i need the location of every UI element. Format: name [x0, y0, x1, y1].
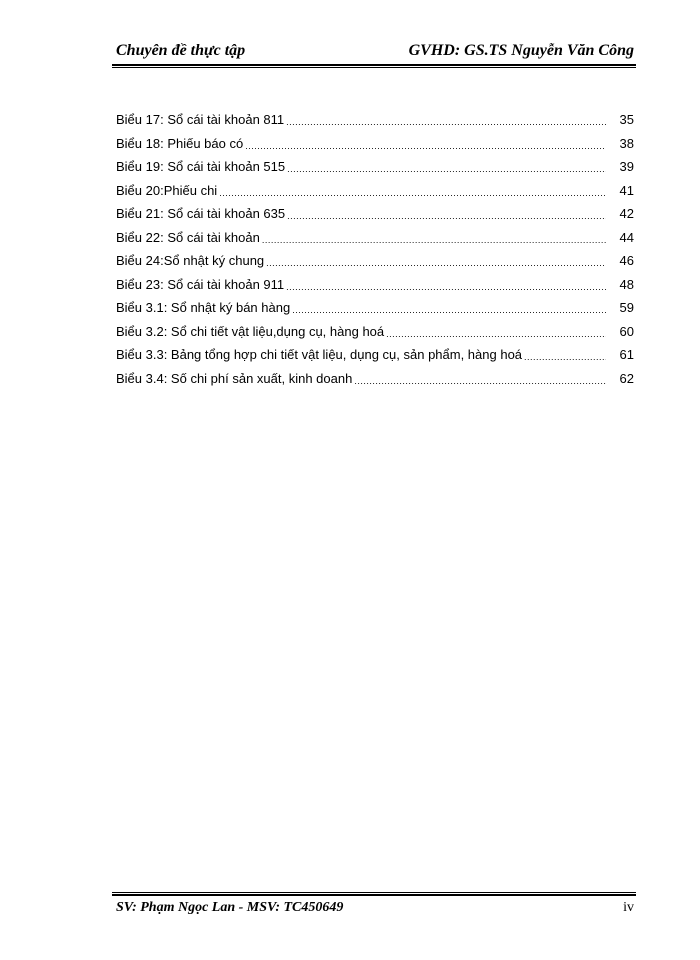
toc-entry-page: 59 — [619, 300, 634, 315]
toc-entry[interactable] — [116, 112, 634, 136]
toc-leader-dots — [354, 372, 606, 386]
toc-entry[interactable] — [116, 230, 634, 254]
toc-entry[interactable] — [116, 324, 634, 348]
toc-entry-page: 60 — [619, 323, 634, 339]
toc-entry[interactable] — [116, 300, 634, 324]
toc-leader-dots — [286, 278, 606, 292]
toc-entry[interactable] — [116, 136, 634, 160]
toc-leader-dots — [386, 325, 606, 339]
table-of-contents — [116, 112, 634, 394]
toc-leader-dots — [219, 184, 606, 198]
toc-entry-page: 46 — [619, 253, 634, 268]
toc-entry-page: 62 — [619, 370, 634, 386]
page-number: iv — [623, 900, 634, 915]
toc-entry-label: Biểu 23: Sổ cái tài khoản 911 — [116, 276, 285, 292]
toc-entry[interactable] — [116, 183, 634, 207]
toc-entry-page: 39 — [619, 159, 634, 174]
toc-entry[interactable] — [116, 253, 634, 277]
toc-entry-label: Biểu 19: Sổ cái tài khoản 515 — [116, 159, 286, 174]
toc-leader-dots — [287, 207, 606, 221]
toc-entry[interactable] — [116, 371, 634, 395]
toc-entry[interactable] — [116, 277, 634, 301]
footer-divider — [112, 892, 636, 896]
toc-entry[interactable] — [116, 159, 634, 183]
toc-entry-label: Biểu 20:Phiếu chi — [116, 182, 218, 198]
page-footer — [112, 898, 636, 920]
toc-entry-label: Biểu 18: Phiếu báo có — [116, 135, 244, 151]
header-advisor: GVHD: GS.TS Nguyễn Văn Công — [408, 42, 634, 59]
header-title: Chuyên đề thực tập — [116, 42, 246, 59]
toc-entry-page: 48 — [619, 276, 634, 292]
toc-entry-label: Biểu 24:Sổ nhật ký chung — [116, 253, 265, 268]
footer-student-info: SV: Phạm Ngọc Lan - MSV: TC450649 — [116, 900, 344, 915]
toc-entry-page: 61 — [619, 347, 634, 362]
toc-entry-label: Biểu 17: Sổ cái tài khoản 811 — [116, 112, 285, 127]
toc-entry-page: 41 — [619, 182, 634, 198]
toc-entry-page: 38 — [619, 135, 634, 151]
toc-entry-label: Biểu 21: Sổ cái tài khoản 635 — [116, 206, 286, 221]
toc-entry-page: 35 — [619, 112, 634, 127]
header-divider — [112, 64, 636, 68]
toc-entry-page: 44 — [619, 229, 634, 245]
toc-leader-dots — [286, 113, 606, 127]
toc-entry[interactable] — [116, 347, 634, 371]
toc-entry[interactable] — [116, 206, 634, 230]
page-header — [112, 40, 636, 62]
toc-leader-dots — [245, 137, 606, 151]
toc-leader-dots — [524, 348, 606, 362]
toc-leader-dots — [266, 254, 606, 268]
toc-entry-page: 42 — [619, 206, 634, 221]
toc-leader-dots — [287, 160, 606, 174]
toc-entry-label: Biểu 3.1: Sổ nhật ký bán hàng — [116, 300, 291, 315]
toc-entry-label: Biểu 22: Sổ cái tài khoản — [116, 229, 260, 245]
toc-entry-label: Biểu 3.3: Bảng tổng hợp chi tiết vật liệu, dụng cụ, sản phẩm, hàng hoá — [116, 347, 523, 362]
toc-leader-dots — [292, 301, 606, 315]
toc-entry-label: Biểu 3.4: Số chi phí sản xuất, kinh doanh — [116, 370, 353, 386]
toc-leader-dots — [262, 231, 606, 245]
toc-entry-label: Biểu 3.2: Sổ chi tiết vật liệu,dụng cụ, hàng hoá — [116, 323, 385, 339]
